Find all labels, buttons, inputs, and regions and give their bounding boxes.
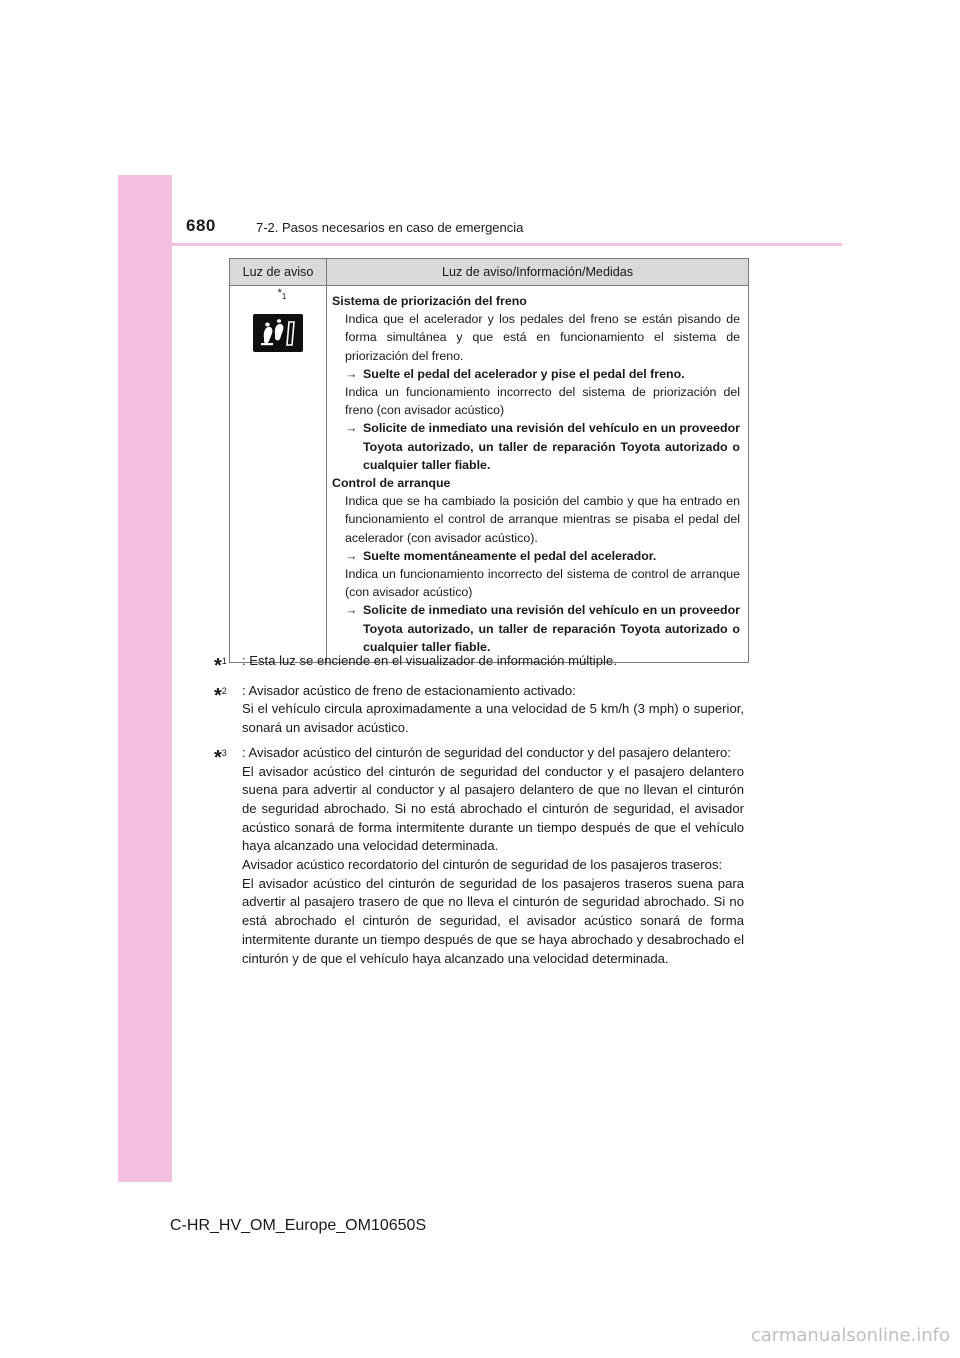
icon-cell [230, 286, 327, 663]
column-header-warning-light: Luz de aviso [230, 259, 327, 286]
table-row [230, 286, 749, 663]
footnote-2 [214, 682, 744, 738]
section-heading: Sistema de priorización del freno [332, 294, 527, 308]
column-header-info: Luz de aviso/Información/Medidas [327, 259, 749, 286]
table-header-row [230, 259, 749, 286]
description-text: Indica un funcionamiento incorrecto del sistema de control de arranque (con avisador acústico) [345, 567, 740, 600]
info-cell [327, 286, 749, 663]
header-rule [172, 243, 842, 246]
action-instruction: → Suelte el pedal del acelerador y pise el pedal del freno. [332, 365, 740, 383]
arrow-right-icon: → [345, 603, 358, 618]
arrow-right-icon: → [345, 421, 358, 436]
footnote-3 [214, 744, 744, 968]
footnote-marker: *$^2$ [214, 684, 227, 707]
section-title: 7-2. Pasos necesarios en caso de emergencia [256, 220, 524, 235]
action-instruction: → Solicite de inmediato una revisión del vehículo en un proveedor Toyota autorizado, un taller de reparación Toyota autorizado o cualquier taller fiable. [332, 601, 740, 656]
footnote-text: El avisador acústico del cinturón de seguridad de los pasajeros traseros suena para advertir al pasajero trasero de que no lleva el cinturón de seguridad abrochado. Si no está abrochado el cinturón de seguridad, el avisador acústico sonará de forma intermitente durante un tiempo después de que se haya abrochado y desabrochado el cinturón y de que el vehículo haya alcanzado una velocidad determinada. [242, 875, 744, 966]
document-code: C-HR_HV_OM_Europe_OM10650S [170, 1217, 427, 1234]
footnote-text: Si el vehículo circula aproximadamente a una velocidad de 5 km/h (3 mph) o superior, sonará un avisador acústico. [242, 701, 744, 736]
action-instruction: → Solicite de inmediato una revisión del vehículo en un proveedor Toyota autorizado, un taller de reparación Toyota autorizado o cualquier taller fiable. [332, 419, 740, 474]
side-tab-strip [118, 175, 172, 1182]
footnote-text: : Avisador acústico de freno de estacionamiento activado: [242, 682, 576, 698]
section-heading: Control de arranque [332, 476, 451, 491]
footnotes [214, 652, 744, 974]
footnote-text: : Avisador acústico del cinturón de seguridad del conductor y del pasajero delantero: [242, 744, 731, 760]
footnote-text: El avisador acústico del cinturón de seguridad del conductor y el pasajero delantero suena para advertir al conductor y al pasajero delantero de que no llevan el cinturón de seguridad abrochado. Si no está abrochado el cinturón de seguridad, el avisador acústico sonará de forma intermitente durante un tiempo después de que el vehículo haya alcanzado una velocidad determinada. [242, 763, 744, 854]
watermark: carmanualsonline.info [750, 1325, 950, 1346]
footnote-text: Avisador acústico recordatorio del cinturón de seguridad de los pasajeros traseros: [242, 857, 723, 873]
arrow-right-icon: → [345, 548, 358, 563]
description-text: Indica que se ha cambiado la posición del cambio y que ha entrado en funcionamiento el control de arranque mientras se pisaba el pedal del acelerador (con avisador acústico). [345, 494, 740, 545]
footnote-text: : Esta luz se enciende en el visualizador de información múltiple. [242, 653, 617, 668]
brake-override-warning-icon [253, 314, 303, 352]
description-text: Indica que el acelerador y los pedales del freno se están pisando de forma simultánea y que está en funcionamiento el sistema de priorización del freno. [345, 312, 740, 363]
footnote-marker: *$^3$ [214, 746, 227, 769]
arrow-right-icon: → [345, 366, 358, 381]
page-number: 680 [186, 216, 216, 235]
footnote-reference: $*_1$ [277, 287, 287, 302]
warning-light-table [229, 258, 749, 663]
footnote-1 [214, 652, 744, 676]
description-text: Indica un funcionamiento incorrecto del sistema de priorización del freno (con avisador acústico) [345, 385, 740, 418]
action-instruction: → Suelte momentáneamente el pedal del acelerador. [332, 547, 740, 565]
footnote-marker: *$^1$ [214, 655, 227, 677]
